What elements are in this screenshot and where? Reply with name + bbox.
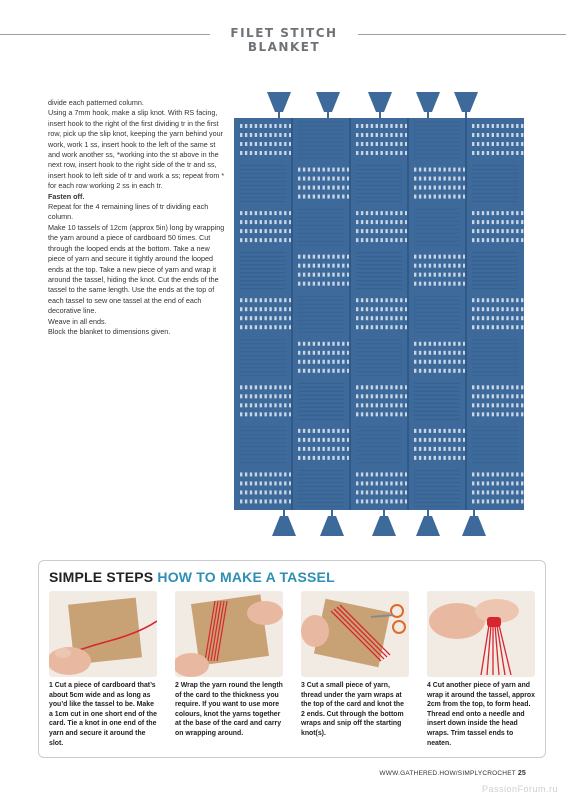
blanket-image <box>232 88 532 538</box>
step-1-number: 1 <box>49 682 53 689</box>
instruction-paragraph: Weave in all ends. <box>48 316 107 326</box>
step-2-number: 2 <box>175 682 179 689</box>
header-rule-right <box>358 34 566 35</box>
instruction-paragraph: Block the blanket to dimensions given. <box>48 326 171 336</box>
instruction-paragraph: Make 10 tassels of 12cm (approx 5in) long by wrapping the yarn around a piece of cardboard 50 times. Cut through the looped ends at the bottom. Take a new piece of yarn and secure it tightly around the looped ends at the top. Take a new piece of yarn and wrap it around the tassel, hiding the knot. Cut the ends of the tassel to the same length. Use the ends at the top of each tassel to sew one tassel at the end of each decorative line. <box>48 222 225 316</box>
tassel <box>462 510 486 536</box>
step-1-desc: Cut a piece of cardboard that’s about 5cm wide and as long as you’d like the tassel to be. Make a 1cm cut in one short end of the card. Tie a knot in one end of the yarn and secure it around the slot. <box>49 682 157 747</box>
step-4-text <box>427 681 535 748</box>
tassel <box>316 92 340 118</box>
pattern-instructions <box>48 98 228 337</box>
watermark: PassionForum.ru <box>481 784 558 794</box>
page-footer <box>379 770 526 777</box>
step-2-photo <box>175 591 283 677</box>
step-4 <box>427 591 535 748</box>
tassel <box>267 92 291 118</box>
step-3 <box>301 591 409 739</box>
step-3-desc: Cut a small piece of yarn, thread under the yarn wraps at the top of the card and knot the 2 ends. Cut through the bottom wraps and snip off the starting knot(s). <box>301 682 404 737</box>
step-3-photo <box>301 591 409 677</box>
tassel <box>372 510 396 536</box>
step-4-photo <box>427 591 535 677</box>
simple-steps-panel <box>38 560 546 758</box>
step-1-photo <box>49 591 157 677</box>
page-number: 25 <box>517 770 526 777</box>
step-1-text <box>49 681 157 748</box>
steps-heading-part2: HOW TO MAKE A TASSEL <box>157 569 335 585</box>
instruction-paragraph: Repeat for the 4 remaining lines of tr dividing each column. <box>48 202 209 222</box>
tassel <box>416 510 440 536</box>
step-2-text <box>175 681 283 739</box>
step-4-desc: Cut another piece of yarn and wrap it around the tassel, approx 2cm from the top, to form head. Thread end onto a needle and insert down inside the head wraps. Trim tassel ends to neaten. <box>427 682 535 747</box>
tassel <box>320 510 344 536</box>
step-3-number: 3 <box>301 682 305 689</box>
steps-heading <box>49 569 335 585</box>
tassel <box>272 510 296 536</box>
step-4-number: 4 <box>427 682 431 689</box>
instruction-paragraph: Fasten off. <box>48 191 85 201</box>
step-2-desc: Wrap the yarn round the length of the card to the thickness you require. If you want to use more colours, knot the yarns together at the base of the card and carry on wrapping around. <box>175 682 283 737</box>
steps-heading-part1: SIMPLE STEPS <box>49 569 154 585</box>
tassel <box>454 92 478 118</box>
page-title: FILET STITCH BLANKET <box>230 26 338 54</box>
step-2 <box>175 591 283 739</box>
blanket-photo <box>232 88 532 538</box>
tassel <box>416 92 440 118</box>
step-3-text <box>301 681 409 739</box>
instruction-paragraph: Using a 7mm hook, make a slip knot. With RS facing, insert hook to the right of the first dividing tr in the first row, pick up the slip knot, keeping the yarn behind your work, work 1 ss, insert hook to the left of the same st and work another ss, *working into the st above in the next row, insert hook to the right side of the tr and ss, insert hook to left side of tr and work a ss; repeat from * for each row working 2 ss in each tr. <box>48 108 225 191</box>
footer-url: WWW.GATHERED.HOW/SIMPLYCROCHET <box>379 770 516 777</box>
tassel <box>368 92 392 118</box>
step-1 <box>49 591 157 748</box>
instruction-paragraph: divide each patterned column. <box>48 98 144 107</box>
header-rule-left <box>0 34 210 35</box>
